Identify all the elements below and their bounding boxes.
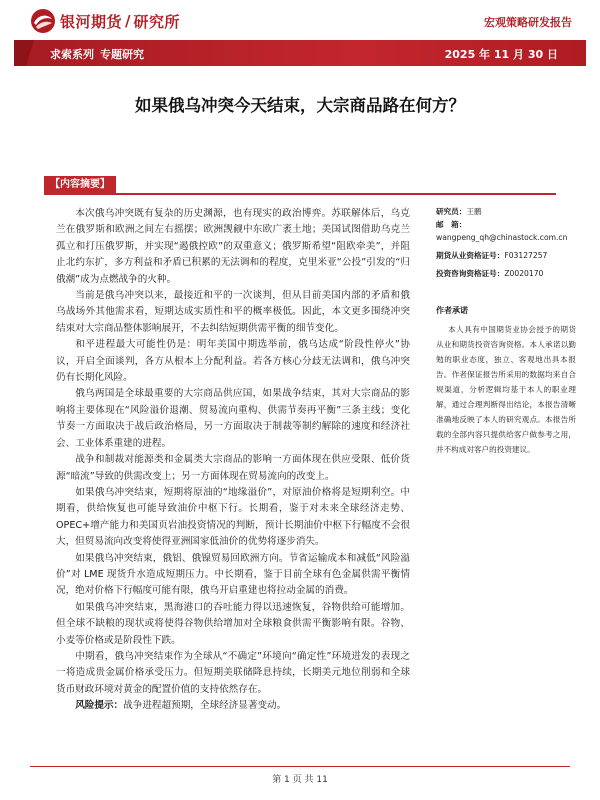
paragraph: 和平进程最大可能性仍是：明年美国中期选举前，俄乌达成“阶段性停火”协议，开启全面谈判，各方从根本上分配利益。若各方核心分歧无法调和，俄乌冲突仍有长期化风险。 [56,339,410,384]
brand-logo [30,8,180,34]
header-banner [14,40,586,66]
invest-qualification-label: 投资咨询资格证号： [436,269,505,278]
paragraph: 如果俄乌冲突结束，俄铝、俄镍贸易回欧洲方向。节省运输成本和减低“风险溢价”对 LME 现货升水造成短期压力。中长期看，鉴于目前全球有色金属供需平衡情况，绝对价格下行幅度可能有限，俄乌开启重建也将拉动金属的消费。 [56,552,410,597]
risk-label: 风险提示： [75,700,124,712]
email-label: 邮 箱： [436,220,467,229]
qualification-number: F03127257 [504,251,548,260]
analyst-name: 王鹏 [466,207,482,216]
brand-separator: / [125,12,131,30]
abstract-tag: 【内容摘要】 [44,176,116,194]
report-type: 宏观策略研发报告 [484,16,572,29]
author-sidebar [436,205,576,457]
report-header [0,0,600,40]
paragraph: 本次俄乌冲突既有复杂的历史渊源，也有现实的政治博弈。苏联解体后，乌克兰在俄罗斯和欧洲之间左右摇摆；欧洲觊觎中东欧广袤土地；美国试图借助乌克兰孤立和打压俄罗斯，并实现“遏俄控欧”的双重意义；俄罗斯希望“阻欧牵美”，并阻止北约东扩，多方利益和矛盾已积累的无法调和的程度，克里米亚“公投”引发的“归俄潮”成为点燃战争的火种。 [56,208,410,285]
brand-sub: 研究所 [133,12,181,31]
series-sub: 专题研究 [100,48,144,61]
declaration-title: 作者承诺 [436,306,468,315]
paragraph: 中期看，俄乌冲突结束作为全球从“不确定”环境向“确定性”环境进发的表现之一将造成贵金属价格承受压力。但短期美联储降息持续，长期美元地位削弱和全球货币财政环境对黄金的配置价值的支持依然存在。 [56,650,410,695]
galaxy-logo-icon [30,8,56,34]
paragraph: 当前是俄乌冲突以来，最接近和平的一次谈判，但从目前美国内部的矛盾和俄乌战场外其他需求看，短期达成实质性和平的概率极低。因此，本文更多围绕冲突结束对大宗商品整体影响展开，不去纠结短期供需平衡的细节变化。 [56,290,410,334]
brand-name: 银河期货 [60,12,123,31]
report-date: 2025 年 11 月 30 日 [444,48,558,61]
email-value[interactable]: wangpeng_qh@chinastock.com.cn [436,233,568,242]
paragraph: 战争和制裁对能源类和金属类大宗商品的影响一方面体现在供应受限、低价货源“暗流”导致的供需改变上；另一方面体现在贸易流向的改变上。 [56,454,410,482]
abstract-divider [44,193,556,195]
paragraph: 如果俄乌冲突结束，黑海港口的吞吐能力得以迅速恢复，谷物供给可能增加。但全球不缺粮的现状或将使得谷物供给增加对全球粮食供需平衡影响有限。谷物、小麦等价格或是阶段性下跌。 [56,601,410,646]
page-title: 如果俄乌冲突今天结束，大宗商品路在何方？ [135,96,465,115]
series-label: 求索系列 [50,48,94,61]
banner-series [50,46,144,62]
qualification-label: 期货从业资格证号： [436,251,505,260]
page-number: 第 1 页 共 11 [272,775,328,785]
invest-qualification-number: Z0020170 [504,269,544,278]
analyst-label: 研究员： [436,207,467,216]
invest-qualification-row [436,267,576,280]
risk-text: 战争进程超预期，全球经济显著变动。 [123,700,287,712]
email-row [436,218,576,231]
qualification-row [436,249,576,262]
declaration-text: 本人具有中国期货业协会授予的期货从业和期货投资咨询资格。本人承诺以勤勉的职业态度，独立、客观地出具本报告。作者保证报告所采用的数据均来自合规渠道，分析逻辑均基于本人的职业理解，通过合理判断得出结论，本报告清晰准确地反映了本人的研究观点。本报告所载的全部内容只提供给客户做参考之用，并不构成对客户的投资建议。 [436,325,576,454]
paragraph: 俄乌两国是全球最重要的大宗商品供应国，如果战争结束，其对大宗商品的影响将主要体现在“风险溢价退潮、贸易流向重构、供需节奏再平衡”三条主线；变化节奏一方面取决于战后政治格局，另一方面取决于制裁等制约解除的速度和经济社会、工业体系重建的进程。 [56,388,410,449]
abstract-body [56,206,410,715]
analyst-row [436,205,576,218]
paragraph: 如果俄乌冲突结束，短期将原油的“地缘溢价”，对原油价格将是短期利空。中期看，供给恢复也可能导致油价中枢下行。长期看，鉴于对未来全球经济走势、OPEC+增产能力和美国页岩油投资情况的判断，预计长期油价中枢下行幅度不会很大，但贸易流向改变将使得亚洲国家低油价的优势将逐步消失。 [56,486,410,548]
risk-warning [75,698,410,714]
footer-divider [30,766,570,767]
